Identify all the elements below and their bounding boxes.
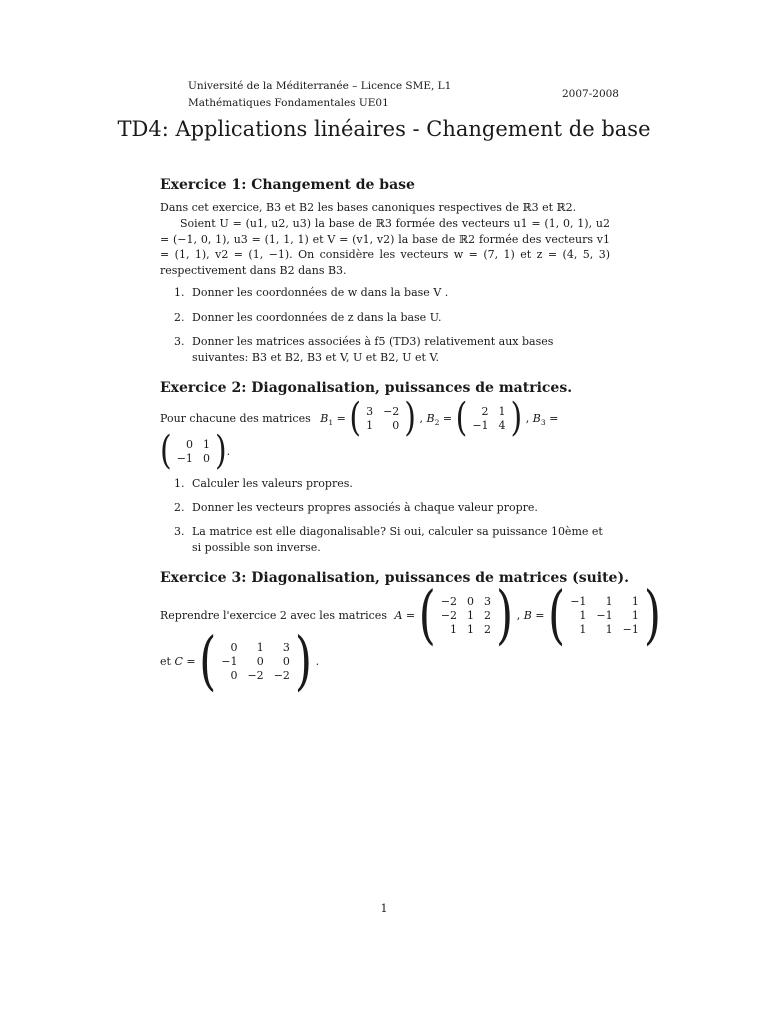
ex2-matrix-line: Pour chacune des matrices $B_1$ = ( 3 −2 1 0 ) , $B_2$ = ( 2 1 −1 4 ) , $B_3$ = [160, 395, 559, 442]
bb-cell: −1 [596, 609, 613, 622]
b3-cell: 0 [185, 438, 193, 451]
ex2-item-1: 1. Calculer les valeurs propres. [174, 476, 614, 492]
ex1-item-1-text: Donner les coordonnées de w dans la base V . [192, 286, 449, 299]
ex1-p1: Dans cet exercice, B3 et B2 les bases canoniques respectives de ℝ3 et ℝ2. [160, 201, 577, 214]
bb-cell: −1 [622, 623, 639, 636]
b3-cell: −1 [176, 452, 193, 465]
c-cell: −2 [247, 669, 264, 682]
c-cell: 3 [282, 641, 290, 654]
bb-cell: 1 [605, 595, 613, 608]
ex1-item-2-text: Donner les coordonnées de z dans la base U. [192, 311, 442, 324]
ex3-matrix-line: Reprendre l'exercice 2 avec les matrices A = ( −2 0 3 −2 1 2 1 1 2 ) , B = ( −1 1 1 1 −1 1 1 1 −1 ) [160, 578, 662, 653]
ex1-paragraph-1 [160, 200, 610, 216]
ex2-item-1-text: Calculer les valeurs propres. [192, 477, 353, 490]
c-cell: 0 [230, 669, 238, 682]
ex2-heading: Exercice 2: Diagonalisation, puissances de matrices. [160, 380, 573, 396]
c-cell: 0 [256, 655, 264, 668]
b2-cell: 2 [481, 405, 489, 418]
a-cell: 2 [484, 623, 492, 636]
ex3-heading: Exercice 3: Diagonalisation, puissances de matrices (suite). [160, 570, 629, 586]
matrix-B: ( −1 1 1 1 −1 1 1 1 −1 ) [548, 578, 662, 653]
matrix-A: ( −2 0 3 −2 1 2 1 1 2 ) [418, 578, 514, 653]
a-cell: 1 [467, 623, 475, 636]
ex2-matrix-b3-line: ( 0 1 −1 0 ) . [160, 428, 231, 475]
ex1-item-3: 3. Donner les matrices associées à f5 (TD3) relativement aux bases suivantes: B3 et B2, B3 et V, U et B2, U et V. [174, 334, 614, 365]
bb-cell: 1 [579, 609, 587, 622]
matrix-B1: ( 3 −2 1 0 ) [349, 395, 417, 442]
ex1-p2: Soient U = (u1, u2, u3) la base de ℝ3 formée des vecteurs u1 = (1, 0, 1), u2 = (−1, 0, 1), u3 = (1, 1, 1) et V = (v1, v2) la base de ℝ2 formée des vecteurs v1 = (1, 1), v2 = (1, −1). On considère les vecteurs w = (7, 1) et z = (4, 5, 3) respectivement dans B2 dans B3. [160, 217, 610, 277]
ex3-intro: Reprendre l'exercice 2 avec les matrices [160, 609, 387, 622]
ex2-intro: Pour chacune des matrices [160, 412, 311, 425]
a-cell: 0 [467, 595, 475, 608]
ex2-item-2: 2. Donner les vecteurs propres associés à chaque valeur propre. [174, 500, 614, 516]
a-cell: 1 [467, 609, 475, 622]
b2-cell: 4 [498, 419, 506, 432]
ex1-item-3-text: Donner les matrices associées à f5 (TD3) relativement aux bases suivantes: B3 et B2, B3 et V, U et B2, U et V. [192, 335, 554, 364]
b1-cell: 1 [366, 419, 374, 432]
c-cell: 0 [282, 655, 290, 668]
a-cell: −2 [440, 595, 458, 608]
ex1-item-2: 2. Donner les coordonnées de z dans la base U. [174, 310, 614, 326]
page-title: TD4: Applications linéaires - Changement de base [117, 117, 651, 141]
matrix-B3: ( 0 1 −1 0 ) [160, 428, 227, 475]
header-institution [188, 78, 451, 112]
c-cell: −1 [221, 655, 238, 668]
page-number: 1 [380, 902, 388, 915]
a-cell: 1 [450, 623, 458, 636]
bb-cell: 1 [605, 623, 613, 636]
b1-cell: −2 [383, 405, 400, 418]
ex3-matrix-c-line: et C = ( 0 1 3 −1 0 0 0 −2 −2 ) . [160, 624, 320, 699]
ex2-item-3-text: La matrice est elle diagonalisable? Si oui, calculer sa puissance 10ème et si possible son inverse. [192, 525, 603, 554]
c-cell: −2 [273, 669, 290, 682]
bb-cell: 1 [579, 623, 587, 636]
a-cell: −2 [440, 609, 458, 622]
b1-cell: 3 [366, 405, 374, 418]
ex1-paragraph-2 [160, 216, 610, 278]
matrix-B2: ( 2 1 −1 4 ) [455, 395, 523, 442]
ex2-item-2-text: Donner les vecteurs propres associés à chaque valeur propre. [192, 501, 538, 514]
ex2-item-3: 3. La matrice est elle diagonalisable? Si oui, calculer sa puissance 10ème et si possible son inverse. [174, 524, 614, 555]
b3-cell: 1 [202, 438, 210, 451]
c-cell: 0 [230, 641, 238, 654]
b1-cell: 0 [392, 419, 400, 432]
header-line-2: Mathématiques Fondamentales UE01 [188, 97, 389, 109]
header-line-1: Université de la Méditerranée – Licence SME, L1 [188, 80, 452, 92]
ex3-and: et [160, 655, 171, 668]
ex1-heading: Exercice 1: Changement de base [160, 177, 415, 193]
matrix-C: ( 0 1 3 −1 0 0 0 −2 −2 ) [199, 624, 313, 699]
ex1-item-1: 1. Donner les coordonnées de w dans la base V . [174, 285, 614, 301]
bb-cell: 1 [631, 609, 639, 622]
header-year: 2007-2008 [562, 88, 619, 100]
a-cell: 2 [484, 609, 492, 622]
a-cell: 3 [484, 595, 492, 608]
b3-cell: 0 [202, 452, 210, 465]
bb-cell: −1 [570, 595, 587, 608]
bb-cell: 1 [631, 595, 639, 608]
b2-cell: −1 [472, 419, 489, 432]
b2-cell: 1 [498, 405, 506, 418]
c-cell: 1 [256, 641, 264, 654]
